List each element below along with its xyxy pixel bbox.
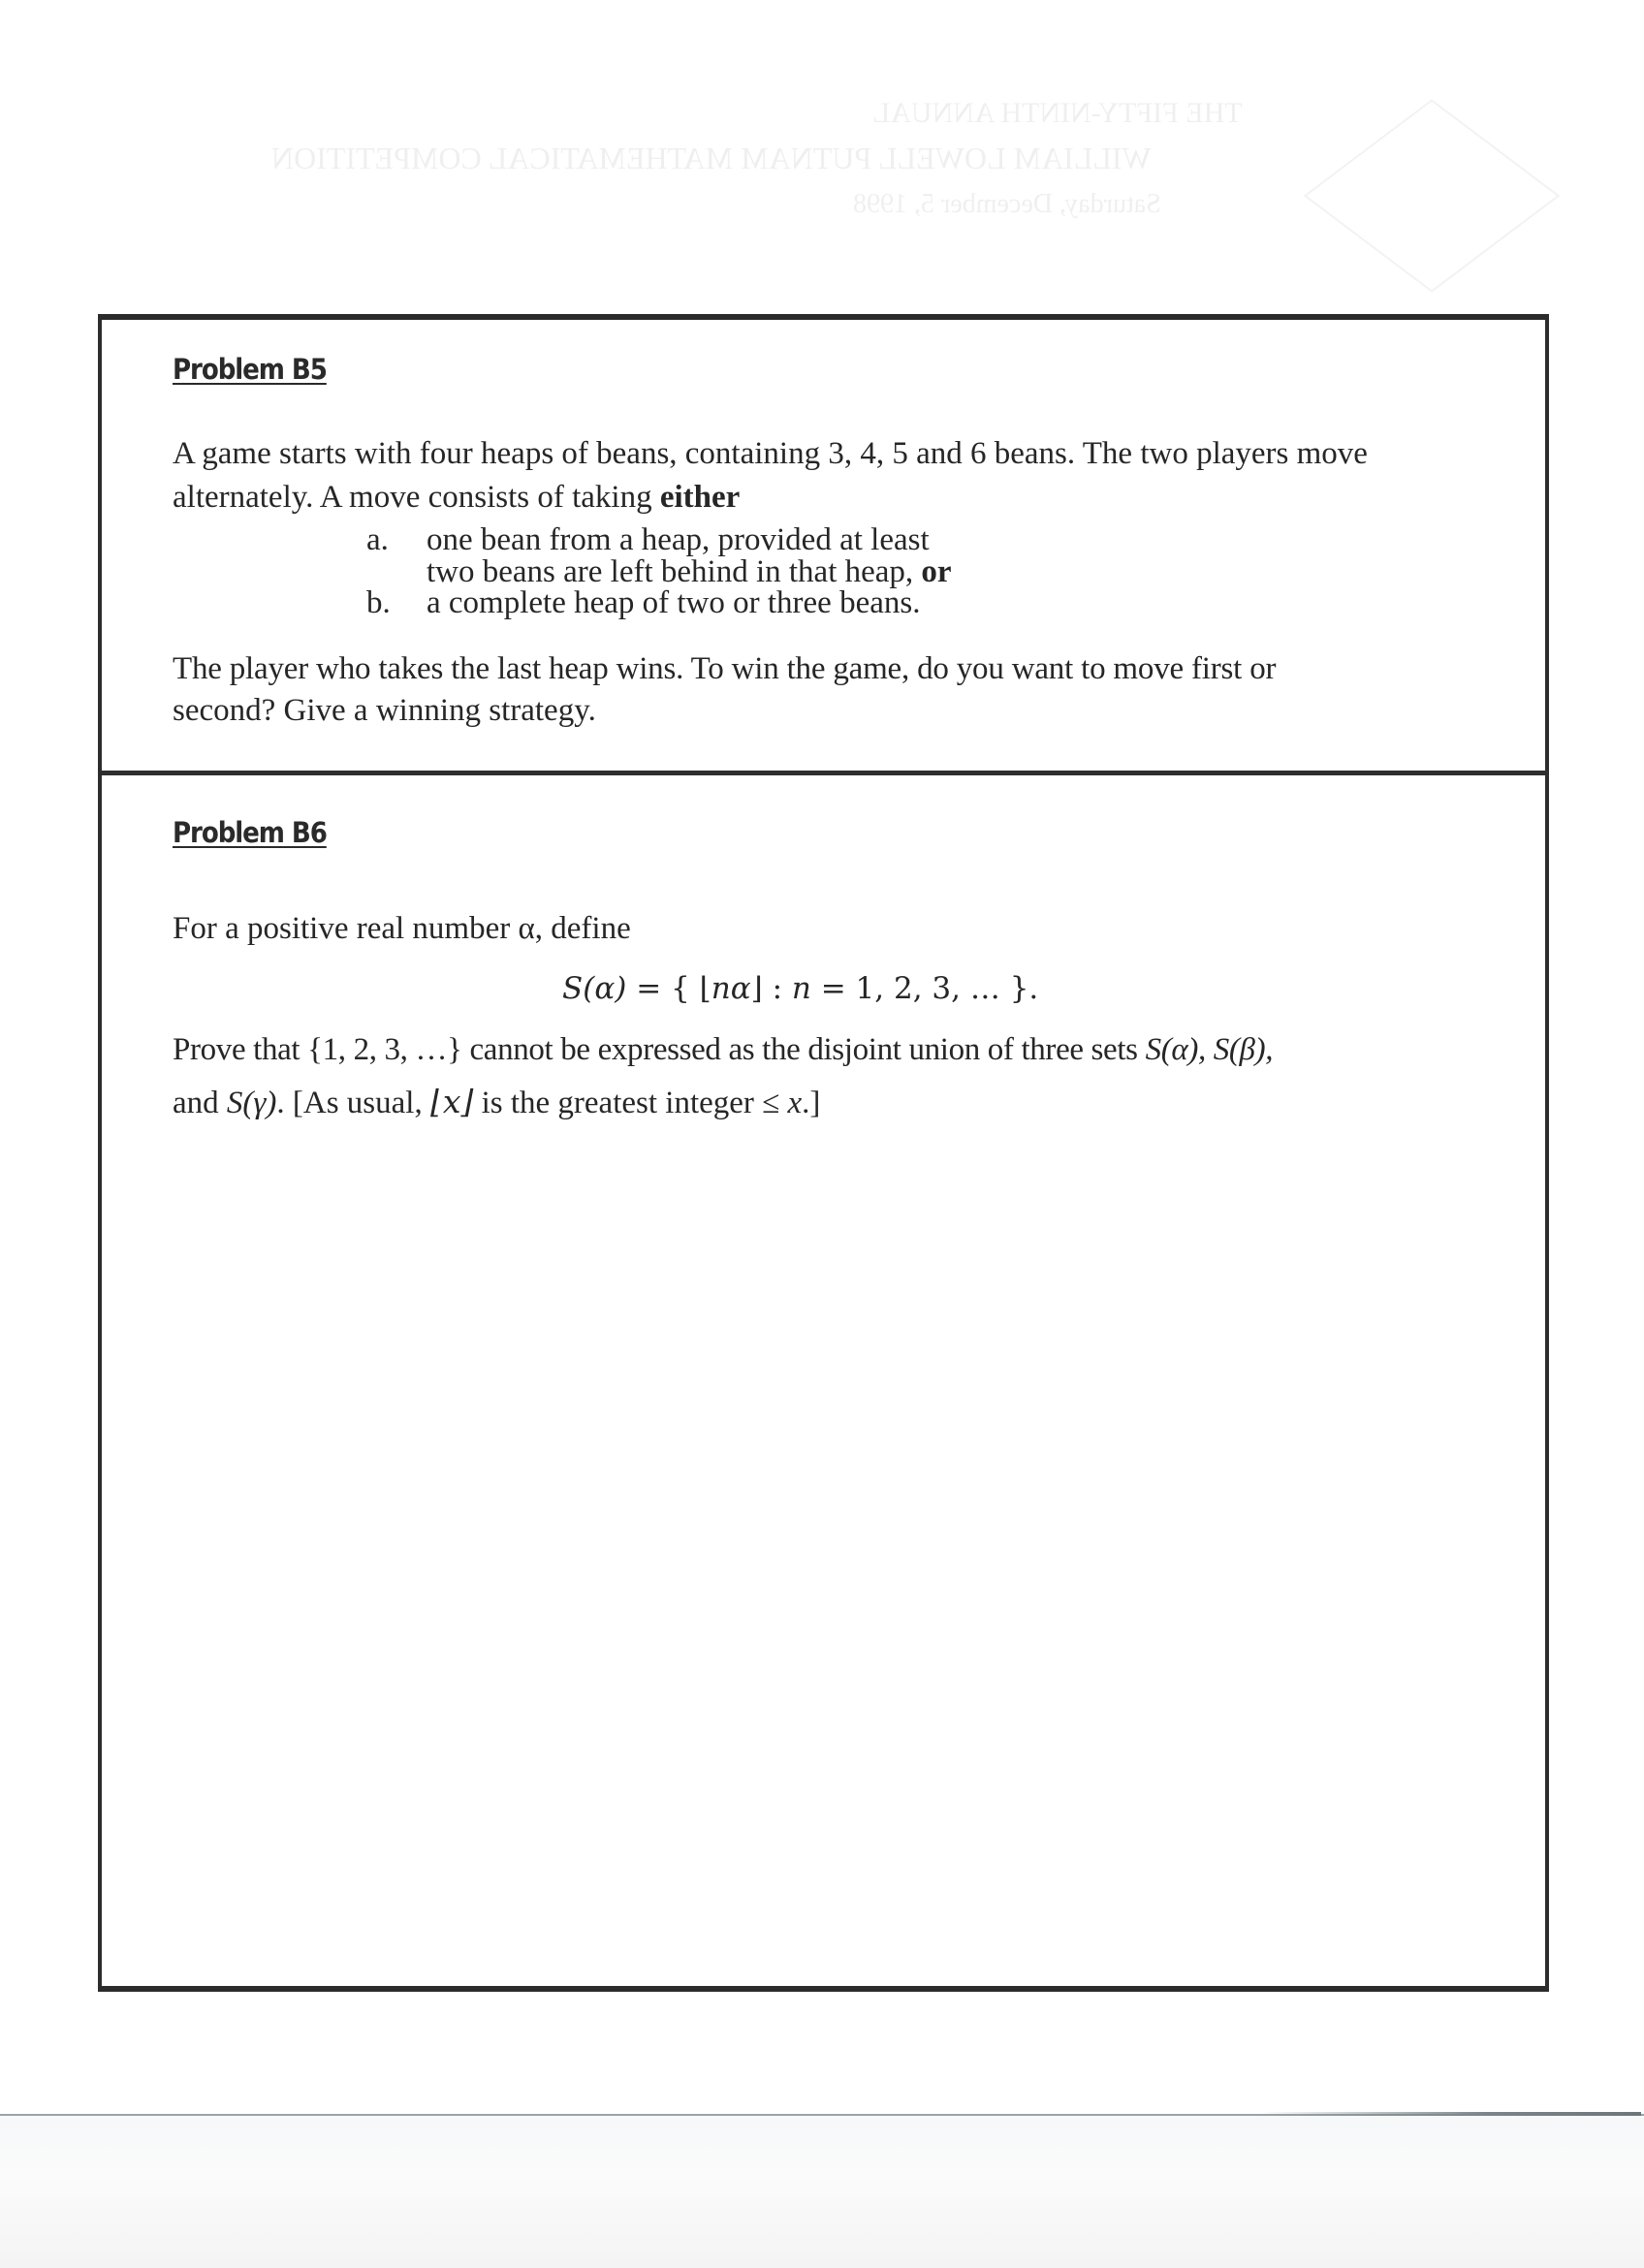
formula-lhs: S(α) [562,971,627,1006]
b6-line-3-mid: . [As usual, [276,1086,430,1120]
b5-line-3: The player who takes the last heap wins. To win the game, do you want to move first or [173,651,1277,686]
b5-line-2 [173,478,740,517]
ghost-header-line2: WILLIAM LOWELL PUTNAM MATHEMATICAL COMPETITION [271,141,1152,175]
b6-line-3-post: is the greatest integer ≤ [473,1086,788,1120]
b6-line-3 [173,1083,820,1122]
formula-floor-body: nα [711,971,751,1006]
problem-b6-title: Problem B6 [173,816,327,849]
b5-item-a-line-2-text: two beans are left behind in that heap, [427,554,922,589]
formula-colon: : [762,971,792,1006]
b5-item-a-marker: a. [366,522,389,557]
b6-line-1: For a positive real number α, define [173,911,631,946]
b6-sets-alpha-beta: S(α), S(β), [1145,1032,1274,1067]
b5-item-b-text: a complete heap of two or three beans. [427,585,921,620]
page-edge-shadow [1260,2112,1641,2116]
b5-line-4: second? Give a winning strategy. [173,693,596,728]
b6-line-3-and: and [173,1086,227,1120]
ghost-header-line3: Saturday, December 5, 1998 [853,189,1161,219]
problem-b5-title: Problem B5 [173,353,327,386]
b5-line-1 [173,434,1368,473]
b6-line-2 [173,1030,1273,1069]
b5-line-2-text: alternately. A move consists of taking [173,480,660,515]
b5-item-a-line-1: one bean from a heap, provided at least [427,522,930,557]
b5-either-emphasis: either [659,480,741,515]
b6-line-2-text: Prove that {1, 2, 3, …} cannot be expressed as the disjoint union of three sets [173,1032,1146,1067]
formula-rest: = 1, 2, 3, … }. [810,971,1039,1006]
b6-x-var: x [787,1086,803,1120]
scanner-background [0,2114,1644,2268]
b6-formula [562,969,1038,1008]
b6-floor-x: ⌊x⌋ [429,1083,474,1120]
b5-or-emphasis: or [921,554,952,589]
floor-right-bracket: ⌋ [750,971,763,1006]
b5-line-1-text: A game starts with four heaps of beans, containing 3, 4, 5 and 6 beans. The two players move [173,436,1368,471]
floor-left-bracket: ⌊ [699,971,711,1006]
formula-eq: = { [626,971,700,1006]
formula-n: n [791,971,811,1006]
b6-line-3-end: .] [802,1086,821,1120]
ghost-header-line1: THE FIFTY-NINTH ANNUAL [872,97,1243,129]
problem-divider [102,771,1545,775]
b5-item-b-marker: b. [366,585,391,620]
b6-set-gamma: S(γ) [226,1086,277,1120]
